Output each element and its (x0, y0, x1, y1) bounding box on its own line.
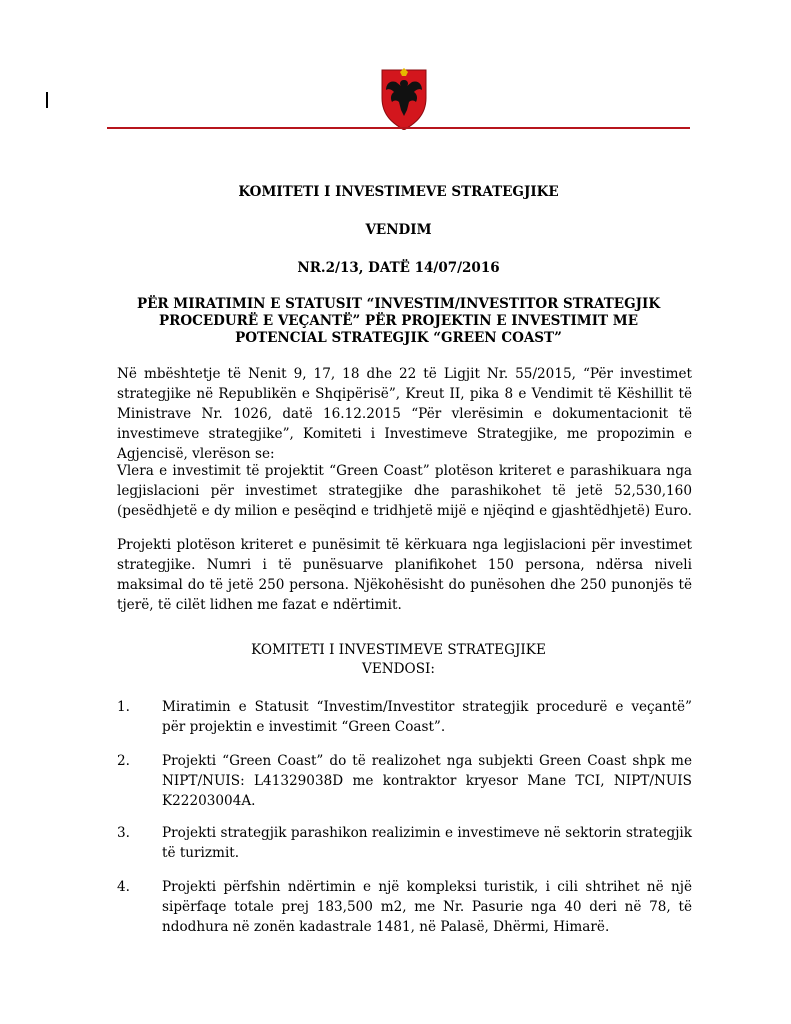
list-item-number: 1. (117, 699, 130, 715)
paragraph-legal-basis: Në mbështetje të Nenit 9, 17, 18 dhe 22 të Ligjit Nr. 55/2015, “Për investimet strategjike në Republikën e Shqipërisë”, Kreut II, pika 8 e Vendimit të Këshillit të Ministrave Nr. 1026, datë 16.12.2015 “Për vlerësimin e dokumentacionit të investimeve strategjike”, Komiteti i Investimeve Strategjike, me propozimin e Agjencisë, vlerëson se: (117, 366, 692, 462)
header-divider (107, 127, 690, 129)
decision-subject: PËR MIRATIMIN E STATUSIT “INVESTIM/INVESTITOR STRATEGJIK PROCEDURË E VEÇANTË” PËR PROJEKTIN E INVESTIMIT ME POTENCIAL STRATEGJIK “GREEN COAST” (136, 296, 661, 346)
decision-decides: VENDOSI: (362, 661, 435, 677)
committee-title: KOMITETI I INVESTIMEVE STRATEGJIKE (238, 184, 559, 200)
text-cursor (46, 92, 48, 108)
paragraph-employment: Projekti plotëson kriteret e punësimit të kërkuara nga legjislacioni për investimet strategjike. Numri i të punësuarve planifikohet 150 persona, ndërsa niveli maksimal do të jetë 250 persona. Njëkohësisht do punësohen dhe 250 punonjës të tjerë, të cilët lidhen me fazat e ndërtimit. (117, 537, 692, 613)
list-item-text: Projekti përfshin ndërtimin e një kompleksi turistik, i cili shtrihet në një sipërfaqe totale prej 183,500 m2, me Nr. Pasurie nga 40 deri në 78, të ndodhura në zonën kadastrale 1481, në Palasë, Dhërmi, Himarë. (162, 879, 692, 935)
list-item-text: Projekti strategjik parashikon realizimin e investimeve në sektorin strategjik të turizmit. (162, 825, 692, 861)
list-item-text: Projekti “Green Coast” do të realizohet nga subjekti Green Coast shpk me NIPT/NUIS: L41329038D me kontraktor kryesor Mane TCI, NIPT/NUIS K22203004A. (162, 753, 692, 809)
paragraph-investment-value: Vlera e investimit të projektit “Green Coast” plotëson kriteret e parashikuara nga legjislacioni për investimet strategjike dhe parashikohet të jetë 52,530,160 (pesëdhjetë e dy milion e pesëqind e tridhjetë mijë e njëqind e gjashtëdhjetë) Euro. (117, 463, 692, 519)
albanian-coat-of-arms-icon (380, 64, 428, 130)
decision-number: NR.2/13, DATË 14/07/2016 (297, 260, 500, 276)
list-item-number: 2. (117, 753, 130, 769)
list-item-number: 3. (117, 825, 130, 841)
decision-committee: KOMITETI I INVESTIMEVE STRATEGJIKE (251, 642, 546, 658)
document-type: VENDIM (365, 222, 432, 238)
list-item-text: Miratimin e Statusit “Investim/Investitor strategjik procedurë e veçantë” për projektin e investimit “Green Coast”. (162, 699, 692, 735)
list-item-number: 4. (117, 879, 130, 895)
